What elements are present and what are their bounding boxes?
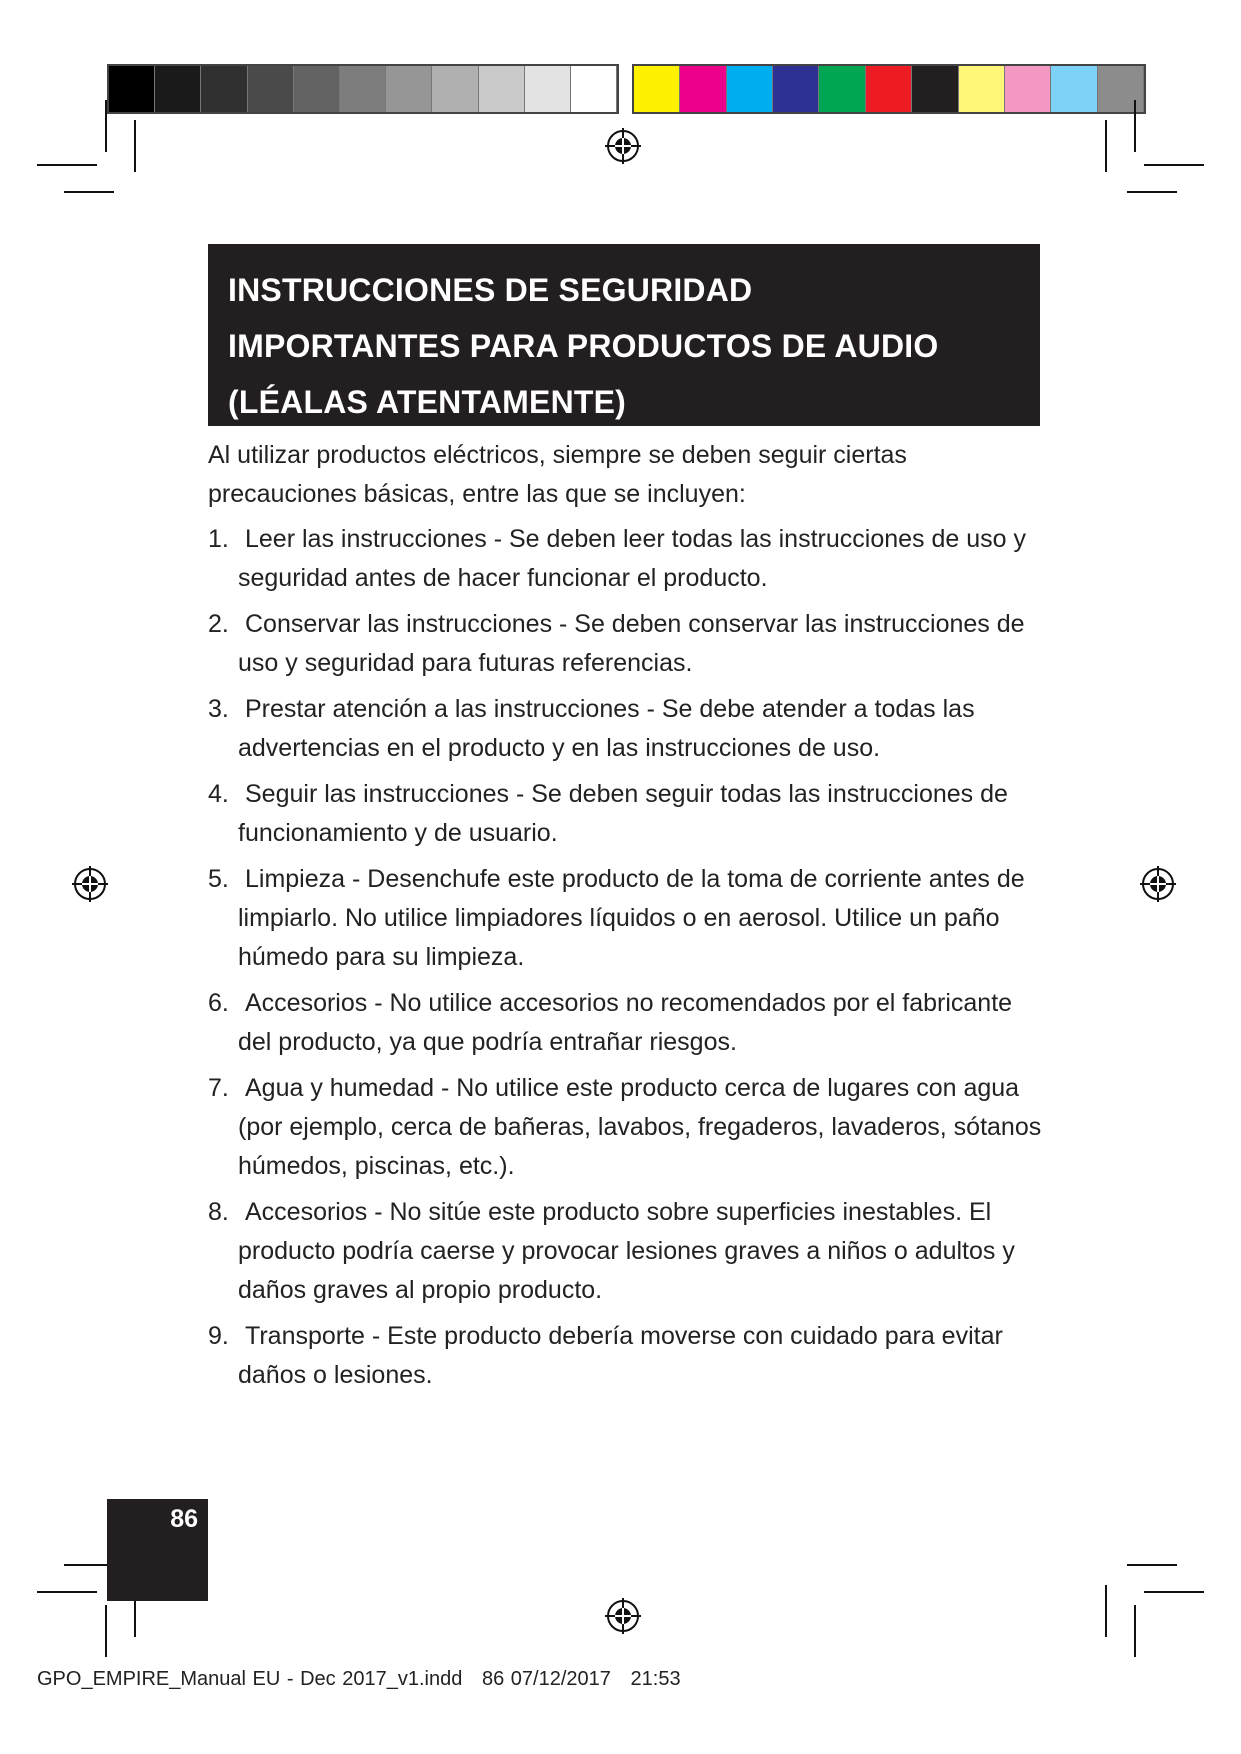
list-item <box>208 1069 1048 1186</box>
item-number: 8. <box>208 1198 229 1226</box>
color-swatch <box>727 66 773 112</box>
crop-mark <box>1134 100 1136 152</box>
list-item <box>208 605 1048 683</box>
item-text: Agua y humedad - No utilice este producto cerca de lugares con agua (por ejemplo, cerca de bañeras, lavabos, fregaderos, lavaderos, sótanos húmedos, piscinas, etc.). <box>238 1074 1042 1180</box>
item-number: 3. <box>208 695 229 723</box>
gray-swatch <box>155 66 201 112</box>
color-swatch <box>773 66 819 112</box>
page-number-tab <box>107 1499 208 1601</box>
item-text: Prestar atención a las instrucciones - Se debe atender a todas las advertencias en el producto y en las instrucciones de uso. <box>238 695 975 762</box>
list-item <box>208 690 1048 768</box>
item-number: 6. <box>208 989 229 1017</box>
heading-line: INSTRUCCIONES DE SEGURIDAD <box>228 272 753 308</box>
gray-swatch <box>525 66 571 112</box>
print-slug: GPO_EMPIRE_Manual EU - Dec 2017_v1.indd 86 07/12/2017 21:53 <box>37 1668 681 1690</box>
color-swatch <box>634 66 680 112</box>
color-swatch <box>819 66 865 112</box>
crop-mark <box>1144 1591 1204 1593</box>
item-text: Seguir las instrucciones - Se deben seguir todas las instrucciones de funcionamiento y de usuario. <box>238 780 1008 847</box>
crop-mark <box>1127 191 1177 193</box>
item-text: Leer las instrucciones - Se deben leer todas las instrucciones de uso y seguridad antes de hacer funcionar el producto. <box>238 525 1026 592</box>
crop-mark <box>37 164 97 166</box>
list-item <box>208 984 1048 1062</box>
process-color-bar <box>632 64 1146 114</box>
list-item <box>208 860 1048 977</box>
crop-mark <box>105 1605 107 1657</box>
gray-swatch <box>386 66 432 112</box>
list-item <box>208 520 1048 598</box>
registration-mark-icon <box>1138 864 1178 904</box>
crop-mark <box>1134 1605 1136 1657</box>
instructions-body <box>208 436 1048 1402</box>
registration-mark-icon <box>70 864 110 904</box>
gray-swatch <box>571 66 617 112</box>
gray-swatch <box>109 66 155 112</box>
crop-mark <box>37 1591 97 1593</box>
item-number: 5. <box>208 865 229 893</box>
item-number: 7. <box>208 1074 229 1102</box>
crop-mark <box>1127 1564 1177 1566</box>
crop-mark <box>134 120 136 172</box>
section-heading-box <box>208 244 1040 426</box>
item-text: Conservar las instrucciones - Se deben conservar las instrucciones de uso y seguridad para futuras referencias. <box>238 610 1025 677</box>
item-number: 9. <box>208 1322 229 1350</box>
heading-line: (LÉALAS ATENTAMENTE) <box>228 384 627 420</box>
registration-mark-icon <box>603 1596 643 1636</box>
heading-line: IMPORTANTES PARA PRODUCTOS DE AUDIO <box>228 328 939 364</box>
instructions-list <box>208 520 1048 1395</box>
crop-mark <box>105 100 107 152</box>
item-number: 4. <box>208 780 229 808</box>
item-text: Accesorios - No sitúe este producto sobre superficies inestables. El producto podría caerse y provocar lesiones graves a niños o adultos y daños graves al propio producto. <box>238 1198 1015 1304</box>
color-swatch <box>866 66 912 112</box>
gray-swatch <box>248 66 294 112</box>
page-number: 86 <box>170 1505 198 1533</box>
gray-swatch <box>479 66 525 112</box>
intro-paragraph: Al utilizar productos eléctricos, siempre se deben seguir ciertas precauciones básicas, entre las que se incluyen: <box>208 441 907 508</box>
item-number: 1. <box>208 525 229 553</box>
crop-mark <box>1105 1585 1107 1637</box>
grayscale-color-bar <box>107 64 619 114</box>
gray-swatch <box>294 66 340 112</box>
list-item <box>208 1317 1048 1395</box>
color-swatch <box>1051 66 1097 112</box>
color-swatch <box>1098 66 1144 112</box>
color-swatch <box>1005 66 1051 112</box>
crop-mark <box>1105 120 1107 172</box>
item-number: 2. <box>208 610 229 638</box>
item-text: Transporte - Este producto debería moverse con cuidado para evitar daños o lesiones. <box>238 1322 1003 1389</box>
gray-swatch <box>432 66 478 112</box>
list-item <box>208 775 1048 853</box>
color-swatch <box>680 66 726 112</box>
color-swatch <box>959 66 1005 112</box>
color-swatch <box>912 66 958 112</box>
list-item <box>208 1193 1048 1310</box>
item-text: Accesorios - No utilice accesorios no recomendados por el fabricante del producto, ya que podría entrañar riesgos. <box>238 989 1013 1056</box>
registration-mark-icon <box>603 126 643 166</box>
item-text: Limpieza - Desenchufe este producto de la toma de corriente antes de limpiarlo. No utilice limpiadores líquidos o en aerosol. Utilice un paño húmedo para su limpieza. <box>238 865 1025 971</box>
crop-mark <box>1144 164 1204 166</box>
crop-mark <box>64 191 114 193</box>
gray-swatch <box>340 66 386 112</box>
gray-swatch <box>201 66 247 112</box>
